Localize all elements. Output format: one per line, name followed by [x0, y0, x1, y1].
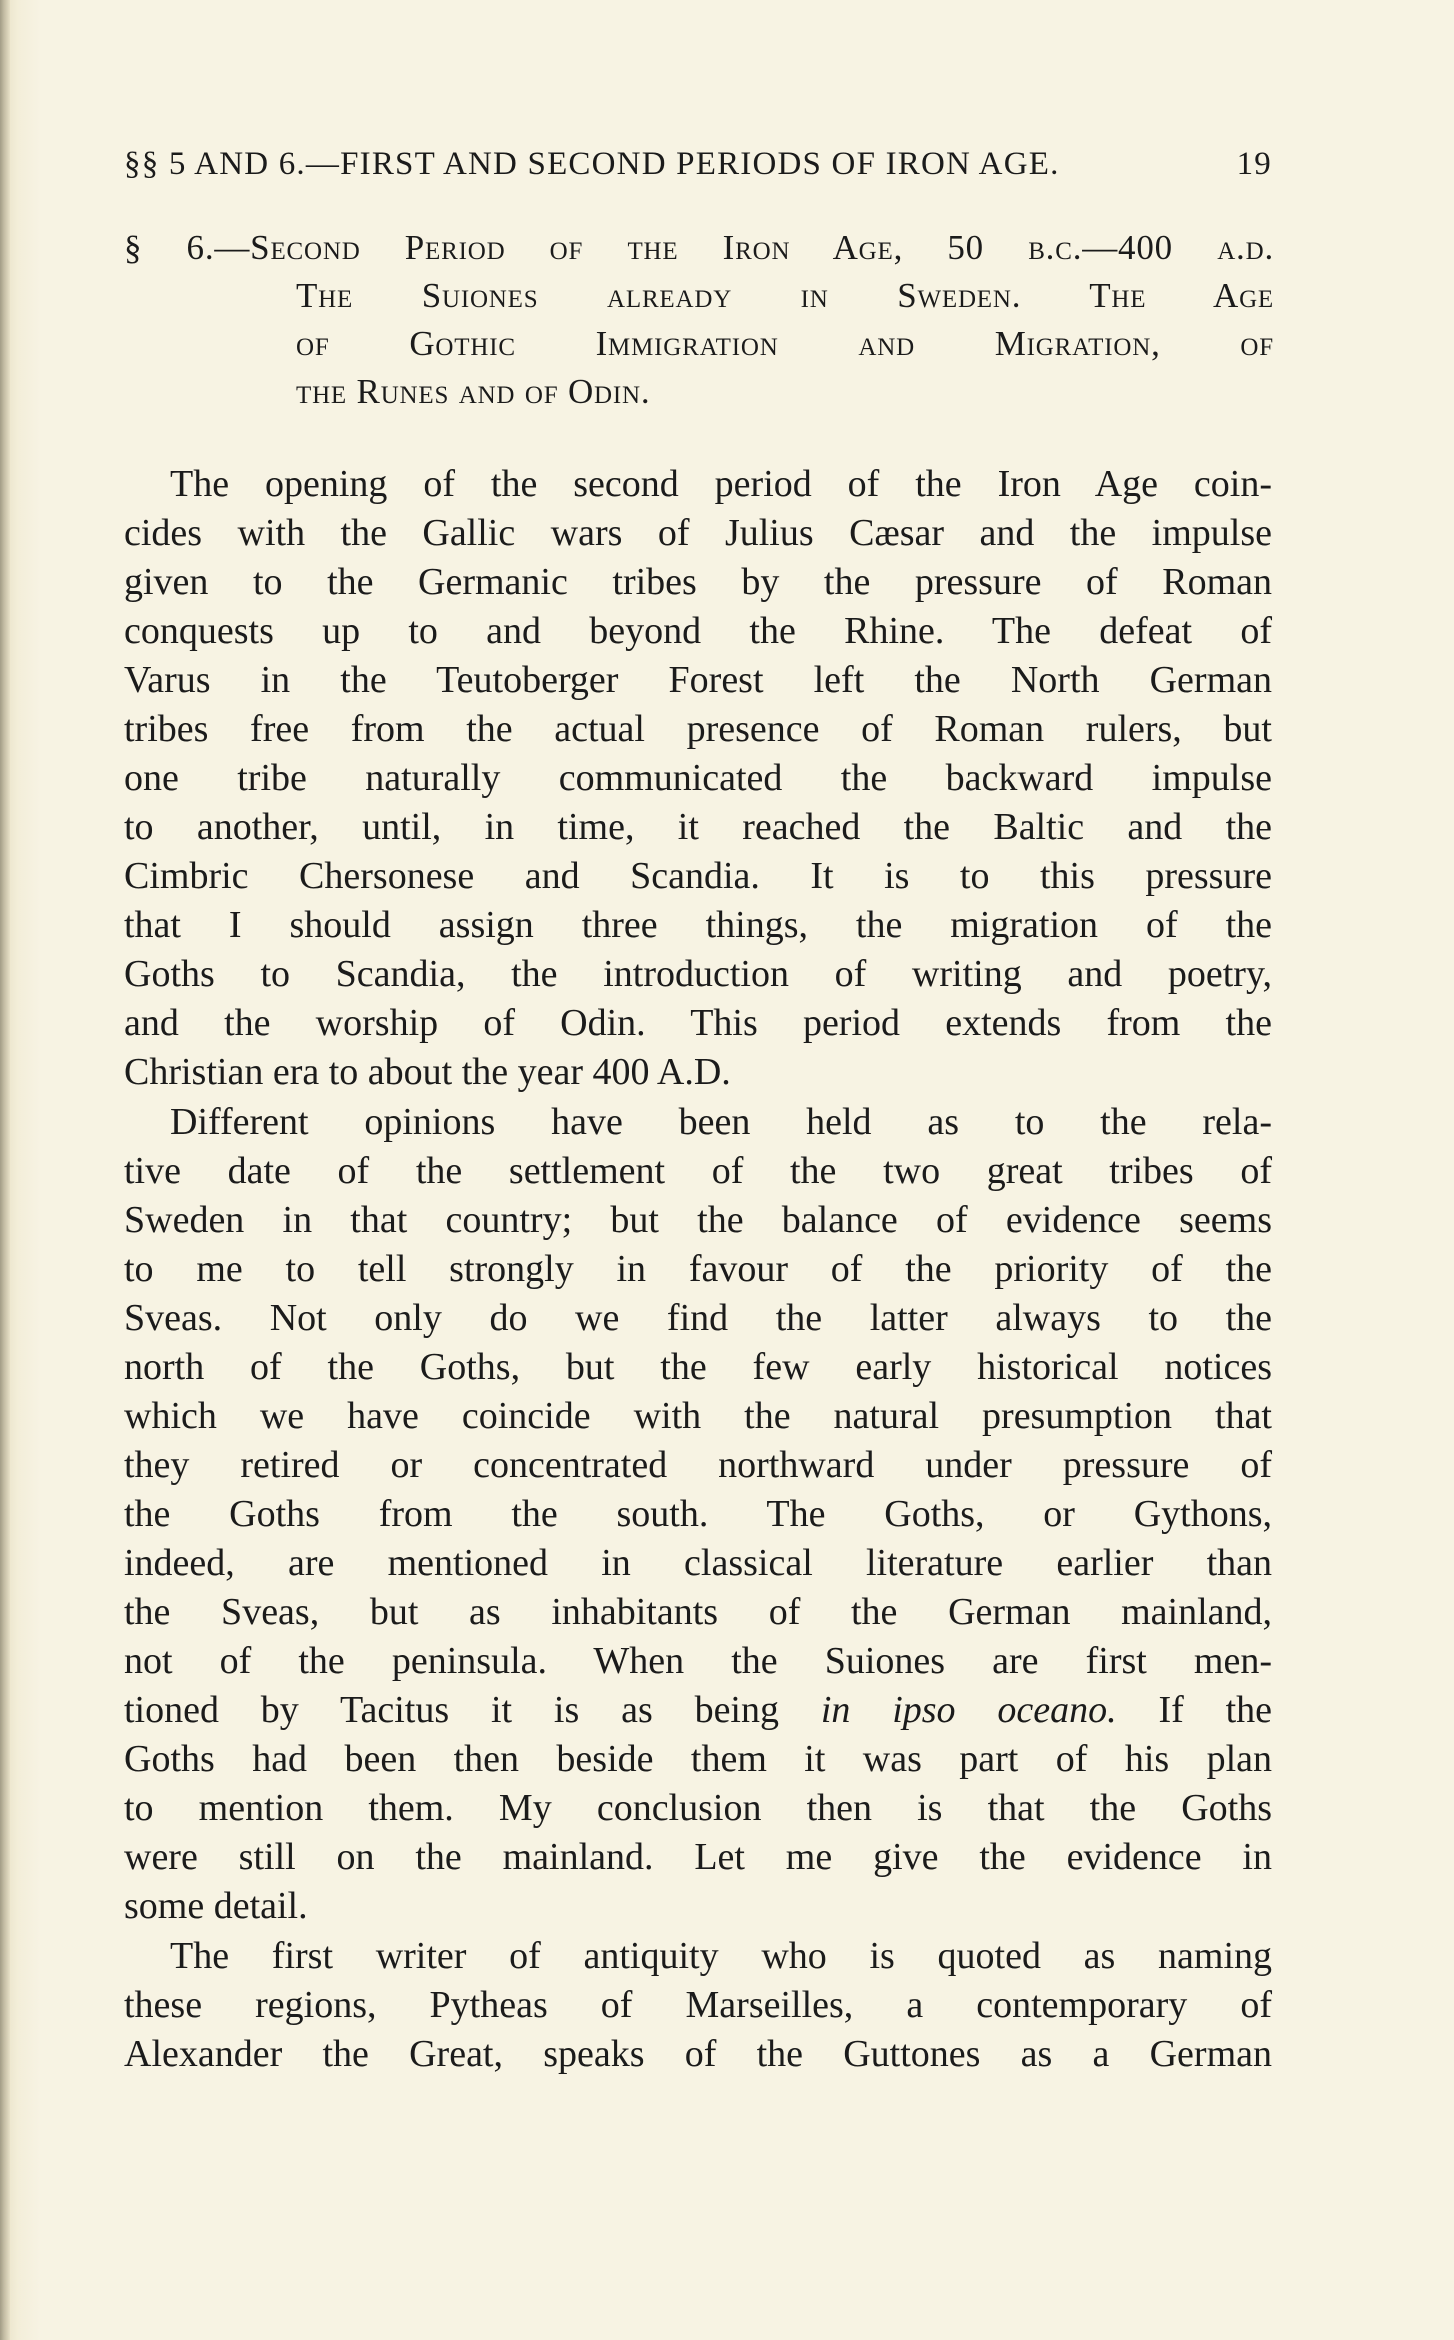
text-line: some detail.	[124, 1885, 308, 1927]
body-text	[124, 460, 1272, 2080]
text-line: Cimbric Chersonese and Scandia. It is to this pressure	[124, 855, 1272, 897]
running-head	[124, 146, 1272, 190]
page-number: 19	[1236, 146, 1272, 182]
text-line: which we have coincide with the natural presumption that	[124, 1395, 1272, 1437]
text-line: indeed, are mentioned in classical literature earlier than	[124, 1542, 1272, 1584]
text-line: the Goths from the south. The Goths, or Gythons,	[124, 1493, 1272, 1535]
italic-phrase: in ipso oceano.	[820, 1689, 1117, 1731]
text-line: were still on the mainland. Let me give the evidence in	[124, 1836, 1272, 1878]
text-line: Goths had been then beside them it was part of his plan	[124, 1738, 1272, 1780]
text-line: tive date of the settlement of the two great tribes of	[124, 1150, 1272, 1192]
text-line: Varus in the Teutoberger Forest left the North German	[124, 659, 1272, 701]
text-line: to mention them. My conclusion then is that the Goths	[124, 1787, 1272, 1829]
text-line: given to the Germanic tribes by the pressure of Roman	[124, 561, 1272, 603]
running-head-title: §§ 5 AND 6.—FIRST AND SECOND PERIODS OF IRON AGE.	[124, 146, 1060, 182]
section-heading-line: the Runes and of Odin.	[296, 372, 651, 411]
section-heading-line: of Gothic Immigration and Migration, of	[296, 324, 1274, 363]
text-line: and the worship of Odin. This period extends from the	[124, 1002, 1272, 1044]
text-line: to me to tell strongly in favour of the priority of the	[124, 1248, 1272, 1290]
text-line: Alexander the Great, speaks of the Guttones as a German	[124, 2033, 1272, 2075]
text-line: that I should assign three things, the migration of the	[124, 904, 1272, 946]
text-line: Sweden in that country; but the balance of evidence seems	[124, 1199, 1272, 1241]
text-line: Sveas. Not only do we find the latter always to the	[124, 1297, 1272, 1339]
text-line: one tribe naturally communicated the backward impulse	[124, 757, 1272, 799]
text-line: cides with the Gallic wars of Julius Cæsar and the impulse	[124, 512, 1272, 554]
text-line: not of the peninsula. When the Suiones are first men-	[124, 1640, 1272, 1682]
section-heading-line: The Suiones already in Sweden. The Age	[296, 276, 1274, 315]
text-line: Christian era to about the year 400 A.D.	[124, 1051, 731, 1093]
text-line: the Sveas, but as inhabitants of the German mainland,	[124, 1591, 1272, 1633]
text-line: to another, until, in time, it reached the Baltic and the	[124, 806, 1272, 848]
text-line: The first writer of antiquity who is quoted as naming	[170, 1935, 1272, 1977]
paragraph-3	[124, 1932, 1272, 2079]
text-line: north of the Goths, but the few early historical notices	[124, 1346, 1272, 1388]
text-line: Different opinions have been held as to the rela-	[170, 1101, 1272, 1143]
text-line: Goths to Scandia, the introduction of writing and poetry,	[124, 953, 1272, 995]
text-line: these regions, Pytheas of Marseilles, a contemporary of	[124, 1984, 1272, 2026]
text-line: they retired or concentrated northward under pressure of	[124, 1444, 1272, 1486]
page-binding-edge	[0, 0, 10, 2340]
section-heading	[124, 224, 1274, 416]
paragraph-1	[124, 460, 1272, 1097]
text-line: The opening of the second period of the Iron Age coin-	[170, 463, 1272, 505]
text-line: tribes free from the actual presence of Roman rulers, but	[124, 708, 1272, 750]
section-heading-line: § 6.—Second Period of the Iron Age, 50 b.c.—400 a.d.	[124, 228, 1274, 267]
text-line: conquests up to and beyond the Rhine. The defeat of	[124, 610, 1272, 652]
text-line-with-italic: tioned by Tacitus it is as being in ipso oceano. If the	[124, 1689, 1273, 1731]
paragraph-2	[124, 1098, 1272, 1931]
